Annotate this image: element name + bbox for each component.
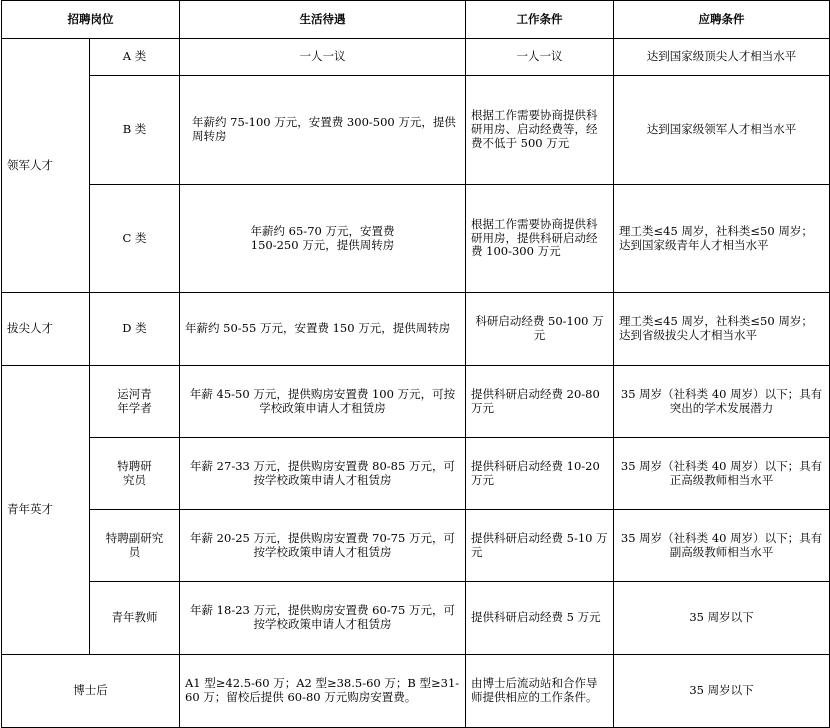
table-row [2, 655, 830, 728]
row-requirements: 35 周岁（社科类 40 周岁）以下；具有副高级教师相当水平 [614, 510, 830, 582]
row-type: A 类 [90, 39, 180, 76]
row-type: B 类 [90, 76, 180, 185]
row-treatment: A1 型≥42.5-60 万；A2 型≥38.5-60 万；B 型≥31-60 万；留校后提供 60-80 万元购房安置费。 [180, 655, 466, 728]
recruitment-table [1, 0, 830, 728]
row-conditions: 科研启动经费 50-100 万元 [466, 293, 614, 366]
row-requirements: 35 周岁（社科类 40 周岁）以下；具有突出的学术发展潜力 [614, 366, 830, 438]
group-leading: 领军人才 [2, 39, 90, 293]
row-treatment: 年薪约 65-70 万元，安置费 150-250 万元，提供周转房 [180, 185, 466, 293]
row-requirements: 35 周岁以下 [614, 655, 830, 728]
table-row [2, 293, 830, 366]
row-conditions: 根据工作需要协商提供科研用房，提供科研启动经费 100-300 万元 [466, 185, 614, 293]
row-conditions: 提供科研启动经费 20-80 万元 [466, 366, 614, 438]
row-treatment: 年薪约 50-55 万元，安置费 150 万元，提供周转房 [180, 293, 466, 366]
row-conditions: 一人一议 [466, 39, 614, 76]
table-row [2, 438, 830, 510]
row-requirements: 35 周岁以下 [614, 582, 830, 655]
group-youth: 青年英才 [2, 366, 90, 655]
row-requirements: 理工类≤45 周岁，社科类≤50 周岁；达到省级拔尖人才相当水平 [614, 293, 830, 366]
row-type: 特聘研究员 [90, 438, 180, 510]
row-conditions: 提供科研启动经费 5-10 万元 [466, 510, 614, 582]
row-treatment: 年薪约 75-100 万元，安置费 300-500 万元，提供周转房 [180, 76, 466, 185]
row-type: 特聘副研究员 [90, 510, 180, 582]
group-topnotch: 拔尖人才 [2, 293, 90, 366]
row-treatment: 年薪 45-50 万元，提供购房安置费 100 万元，可按学校政策申请人才租赁房 [180, 366, 466, 438]
row-requirements: 达到国家级顶尖人才相当水平 [614, 39, 830, 76]
table-row [2, 582, 830, 655]
header-requirements: 应聘条件 [614, 1, 830, 39]
row-requirements: 理工类≤45 周岁，社科类≤50 周岁；达到国家级青年人才相当水平 [614, 185, 830, 293]
row-treatment: 年薪 27-33 万元，提供购房安置费 80-85 万元，可按学校政策申请人才租赁房 [180, 438, 466, 510]
row-conditions: 提供科研启动经费 10-20 万元 [466, 438, 614, 510]
table-row [2, 510, 830, 582]
row-type: 运河青年学者 [90, 366, 180, 438]
table-row [2, 366, 830, 438]
row-treatment: 年薪 18-23 万元，提供购房安置费 60-75 万元，可按学校政策申请人才租赁房 [180, 582, 466, 655]
row-treatment: 一人一议 [180, 39, 466, 76]
header-treatment: 生活待遇 [180, 1, 466, 39]
group-postdoc: 博士后 [2, 655, 180, 728]
header-position: 招聘岗位 [2, 1, 180, 39]
header-row [2, 1, 830, 39]
row-conditions: 根据工作需要协商提供科研用房、启动经费等，经费不低于 500 万元 [466, 76, 614, 185]
row-conditions: 由博士后流动站和合作导师提供相应的工作条件。 [466, 655, 614, 728]
row-requirements: 达到国家级领军人才相当水平 [614, 76, 830, 185]
row-treatment: 年薪 20-25 万元，提供购房安置费 70-75 万元，可按学校政策申请人才租赁房 [180, 510, 466, 582]
row-type: C 类 [90, 185, 180, 293]
row-type: 青年教师 [90, 582, 180, 655]
table-row [2, 76, 830, 185]
table-row [2, 185, 830, 293]
table-row [2, 39, 830, 76]
header-conditions: 工作条件 [466, 1, 614, 39]
row-requirements: 35 周岁（社科类 40 周岁）以下；具有正高级教师相当水平 [614, 438, 830, 510]
row-type: D 类 [90, 293, 180, 366]
row-conditions: 提供科研启动经费 5 万元 [466, 582, 614, 655]
